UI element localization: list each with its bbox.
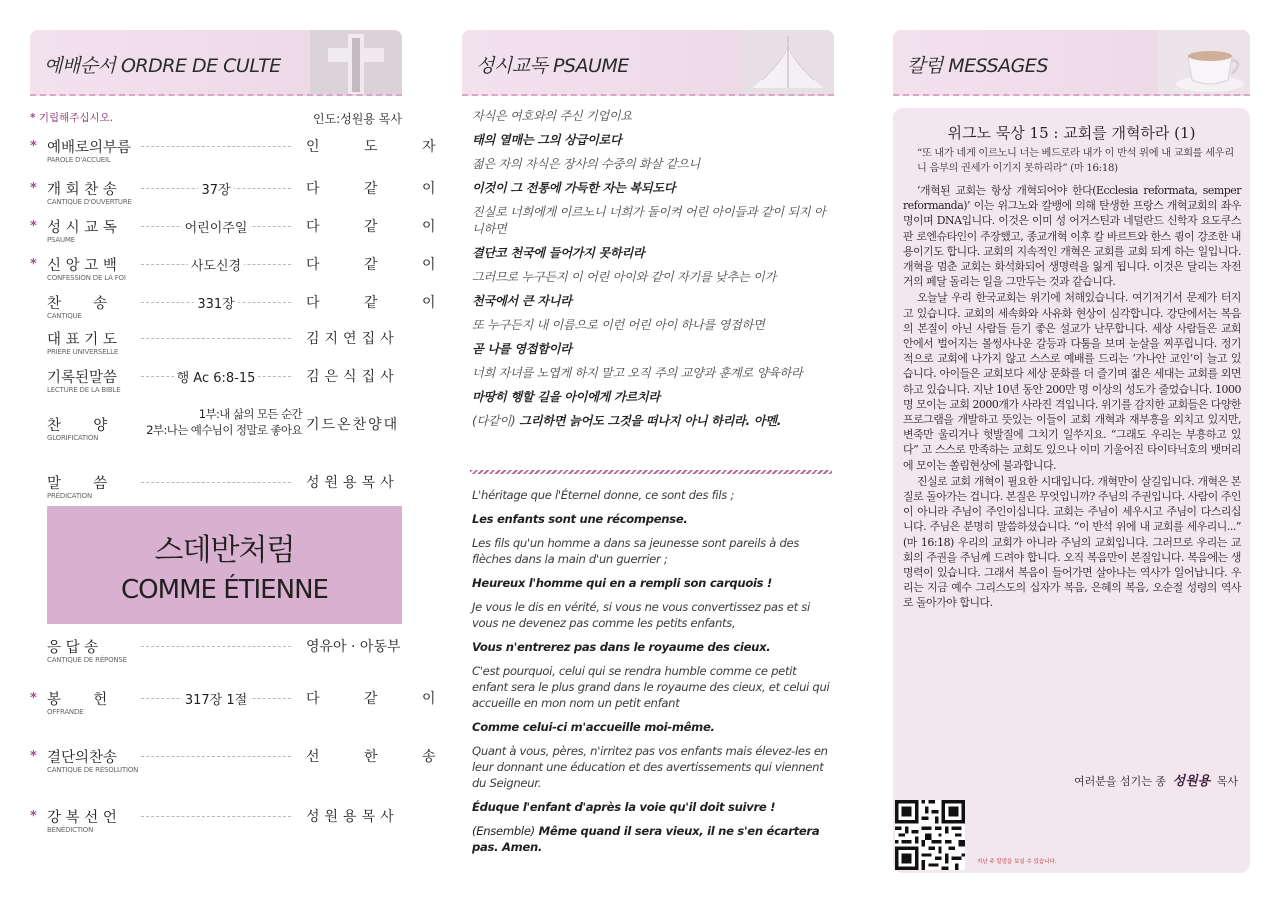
item-korean: 예배로의부름	[47, 140, 132, 156]
asterisk-icon: *	[30, 809, 37, 824]
signature-title: 목사	[1216, 775, 1238, 788]
psalm-french	[472, 487, 834, 863]
article-scripture-quote: “또 내가 네게 이르노니 너는 베드로라 내가 이 반석 위에 내 교회를 세우리니 음부의 권세가 이기지 못하리라” (마 16:18)	[917, 148, 1234, 174]
item-french: BÉNÉDICTION	[47, 826, 94, 834]
psaume-line-leader: L'héritage que l'Éternel donne, ce sont des fils ;	[472, 488, 734, 502]
psalm-line-leader: 진실로 너희에게 이르노니 너희가 돌이켜 어린 아이들과 같이 되지 아니하면	[472, 205, 826, 236]
item-french: CANTIQUE	[47, 312, 82, 320]
item-detail: 행 Ac 6:8-15	[174, 371, 259, 386]
item-french: PRÉDICATION	[47, 492, 92, 500]
item-detail: 317장 1절	[182, 693, 250, 708]
item-french: CONFESSION DE LA FOI	[47, 274, 126, 282]
psalm-line-leader: 또 누구든지 내 이름으로 이런 어린 아이 하나를 영접하면	[472, 318, 765, 332]
coffee-cup-photo-icon	[1158, 30, 1250, 96]
dotted-leader	[141, 756, 291, 757]
item-person: 성원용목사	[306, 475, 399, 491]
item-korean: 찬 송	[47, 296, 108, 312]
qr-code-icon[interactable]	[895, 800, 965, 870]
asterisk-icon: *	[30, 691, 37, 706]
item-korean: 강 복 선 언	[47, 810, 117, 826]
psaume-line-leader: Je vous le dis en vérité, si vous ne vous convertissez pas et si vous ne devenez pas comme les petits enfants,	[472, 600, 810, 630]
psaume-line-together	[472, 823, 834, 855]
item-person: 영유아 · 아동부	[306, 639, 401, 655]
item-korean: 말 씀	[47, 476, 108, 492]
sermon-title-korean: 스데반처럼	[154, 533, 295, 568]
item-french: CANTIQUE DE RÉPONSE	[47, 656, 127, 664]
item-french: PSAUME	[47, 236, 75, 244]
item-french: PAROLE D'ACCUEIL	[47, 156, 111, 164]
cross-photo-icon	[310, 30, 402, 96]
psalm-korean	[472, 108, 834, 437]
psalm-line-response: 천국에서 큰 자니라	[472, 294, 572, 308]
standing-prompt: 기립해주십시오.	[38, 112, 114, 124]
dotted-leader	[141, 482, 291, 483]
article-paragraph: 진실로 교회 개혁이 필요한 시대입니다. 개혁만이 살길입니다. 개혁은 본질로 돌아가는 겁니다. 본질은 무엇입니까? 주님의 주권입니다. 사람이 주인이 아니라 주님이 주인이십니다. 교회는 주님이 세우시고 주님이 다스리십니다. 주님은 분명히 말씀하셨습니다. “이 반석 위에 내 교회를 세우리니...” (마 16:18) 우리의 교회가 아니라 주님의 교회입니다. 그러므로 우리는 교회의 주권을 주님께 드려야 합니다. 오직 복음만이 본질입니다. 복음에는 생명력이 있습니다. 그래서 복음이 들어가면 살아나는 역사가 일어납니다. 우리는 지금 예수 그리스도의 십자가 복음, 은혜의 복음, 오순절 성령의 역사로 돌아가야 합니다.	[903, 474, 1241, 610]
signature-name: 성원용	[1172, 774, 1211, 789]
item-korean: 봉 헌	[47, 692, 108, 708]
psalm-line-response: 태의 열매는 그의 상급이로다	[472, 133, 622, 147]
messages-header-title: 칼럼 MESSAGES	[907, 55, 1048, 77]
psaume-line-leader: Quant à vous, pères, n'irritez pas vos enfants mais élevez-les en leur donnant une éducation et des avertissements qui viennent du Seigneur.	[472, 744, 828, 790]
psaume-line-response: Heureux l'homme qui en a rempli son carquois !	[472, 576, 772, 590]
psalm-column	[462, 30, 834, 854]
asterisk-icon: *	[30, 112, 36, 124]
item-french: CANTIQUE DE RÉSOLUTION	[47, 766, 139, 774]
item-person: 김은식집사	[306, 369, 399, 385]
section-divider	[470, 470, 832, 474]
order-of-worship-column	[30, 30, 456, 834]
together-text: 그리하면 늙어도 그것을 떠나지 아니 하리라. 아멘.	[519, 414, 782, 428]
column-article	[893, 108, 1250, 873]
item-french: OFFRANDE	[47, 708, 84, 716]
item-french: CANTIQUE D'OUVERTURE	[47, 198, 132, 206]
article-signature	[1074, 770, 1238, 789]
item-detail: 37장	[198, 183, 233, 198]
dotted-leader	[141, 646, 291, 647]
standing-prompt-row	[30, 110, 402, 128]
item-detail: 사도신경	[188, 259, 244, 274]
asterisk-icon: *	[30, 749, 37, 764]
dotted-leader	[141, 816, 291, 817]
item-detail: 331장	[194, 297, 237, 312]
item-korean: 신 앙 고 백	[47, 258, 117, 274]
article-paragraph: 오늘날 우리 한국교회는 위기에 처해있습니다. 여기저기서 문제가 터지고 있습니다. 교회의 세속화와 사유화 현상이 심각합니다. 강단에서는 복음의 본질이 아닌 사람들 듣기 좋은 설교가 난무합니다. 세상 사람들은 교회 안에서 벌어지는 볼썽사나운 갈등과 다툼을 보며 눈살을 찌푸립니다. 정기적으로 교회에 나가지 않고 스스로 예배를 드리는 ‘가나안 교인’이 늘고 있습니다. 아이들은 교회보다 세상 문화를 더 즐기며 젊은 세대는 교회를 외면하고 있습니다. 지난 10년 동안 200만 명 이상의 성도가 줄었습니다. 1000명 모이는 교회 2000개가 사라진 격입니다. 위기를 감지한 교회들은 다양한 프로그램을 개발하고 뜻있는 이들이 교회 개혁과 재부흥을 외치고 있지만, 변죽만 울리거나 헛발질에 그치기 일쑤지요. “그래도 우리는 부흥하고 있다” 고 스스로 만족하는 교회도 있으나 이미 기울어진 타이타닉호의 뱃머리에 모이는 쏠림현상에 불과합니다.	[903, 291, 1242, 472]
asterisk-icon: *	[30, 181, 37, 196]
item-person: 선 한 송	[306, 749, 456, 765]
ensemble-label: (Ensemble)	[472, 824, 535, 838]
item-french: PRIÈRE UNIVERSELLE	[47, 348, 119, 356]
psalm-line-leader: 그러므로 누구든지 이 어린 아이와 같이 자기를 낮추는 이가	[472, 270, 776, 284]
psaume-line-response: Éduque l'enfant d'après la voie qu'il doit suivre !	[472, 800, 776, 814]
psalm-line-response: 곧 나를 영접함이라	[472, 342, 572, 356]
asterisk-icon: *	[30, 257, 37, 272]
dotted-leader	[141, 146, 291, 147]
psaume-line-response: Comme celui-ci m'accueille moi-même.	[472, 720, 715, 734]
psalm-line-response: 마땅히 행할 길을 아이에게 가르치라	[472, 390, 660, 404]
item-person: 다 같 이	[306, 295, 456, 311]
ensemble-text: Même quand il sera vieux, il ne s'en écartera pas. Amen.	[472, 824, 820, 854]
psaume-line-leader: C'est pourquoi, celui qui se rendra humble comme ce petit enfant sera le plus grand dans le royaume des cieux, et celui qui accueille en mon nom un petit enfant	[472, 664, 830, 710]
item-detail-part1: 1부:내 삶의 모든 순간	[198, 407, 302, 421]
asterisk-icon: *	[30, 139, 37, 154]
asterisk-icon: *	[30, 219, 37, 234]
item-korean: 성 시 교 독	[47, 220, 117, 236]
order-header	[30, 30, 402, 96]
psalm-line-response: 결단코 천국에 들어가지 못하리라	[472, 246, 645, 260]
item-korean: 개 회 찬 송	[47, 182, 117, 198]
item-person: 다 같 이	[306, 219, 456, 235]
item-korean: 대 표 기 도	[47, 332, 117, 348]
item-person: 김지연집사	[306, 331, 399, 347]
psalm-line-leader: 젊은 자의 자식은 장사의 수중의 화살 같으니	[472, 157, 700, 171]
article-title: 위그노 묵상 15 : 교회를 개혁하라 (1)	[947, 124, 1196, 142]
item-korean: 응 답 송	[47, 640, 99, 656]
psalm-line-leader: 자식은 여호와의 주신 기업이요	[472, 109, 632, 123]
sermon-title-french: COMME ÉTIENNE	[121, 575, 328, 605]
item-person: 다 같 이	[306, 691, 456, 707]
item-person: 다 같 이	[306, 257, 456, 273]
psalm-line-response: 이것이 그 전통에 가득한 자는 복되도다	[472, 181, 676, 195]
item-person: 성원용목사	[306, 809, 399, 825]
item-detail-part2: 2부:나는 예수님이 정말로 좋아요	[146, 423, 302, 437]
qr-caption: 지난 주 칼럼을 보실 수 있습니다.	[977, 859, 1057, 865]
item-detail: 어린이주일	[182, 221, 251, 236]
item-korean: 찬 양	[47, 418, 108, 434]
sermon-title-box	[47, 506, 402, 624]
psalm-line-together	[472, 413, 834, 430]
item-french: LECTURE DE LA BIBLE	[47, 386, 121, 394]
psaume-line-response: Vous n'entrerez pas dans le royaume des cieux.	[472, 640, 771, 654]
item-korean: 기록된말씀	[47, 370, 118, 386]
dotted-leader	[141, 338, 291, 339]
psaume-line-leader: Les fils qu'un homme a dans sa jeunesse sont pareils à des flèches dans la main d'un guerrier ;	[472, 536, 800, 566]
item-french: GLORIFICATION	[47, 434, 99, 442]
open-book-photo-icon	[742, 30, 834, 96]
worship-leader: 인도:성원용 목사	[312, 112, 402, 126]
order-header-title: 예배순서 ORDRE DE CULTE	[44, 55, 281, 77]
psalm-header-title: 성시교독 PSAUME	[476, 55, 629, 77]
article-paragraph: ‘개혁된 교회는 항상 개혁되어야 한다(Ecclesia reformata, semper reformanda)’ 이는 위그노와 칼뱅에 의해 탄생한 프랑스 개혁교회의 좌우명이며 DNA입니다. 이것은 이미 성 어거스틴과 네덜란드 신학자 요도쿠스 판 로엔슈타인이 주장했고, 종교개혁 이후 칼 바르트와 한스 큉이 강조한 내용이기도 합니다. 교회의 지속적인 개혁은 교회를 교회 되게 하는 일입니다. 개혁을 멈춘 교회는 화석화되어 생명력을 잃게 됩니다. 이것은 달리는 자전거의 페달 돌리는 일을 그만두는 것과 같습니다.	[903, 184, 1241, 289]
article-body	[903, 183, 1241, 612]
item-korean: 결단의찬송	[47, 750, 118, 766]
item-person: 다 같 이	[306, 181, 456, 197]
messages-header	[893, 30, 1250, 96]
psalm-header	[462, 30, 834, 96]
messages-column	[893, 30, 1250, 865]
psaume-line-response: Les enfants sont une récompense.	[472, 512, 688, 526]
together-label: (다같이)	[472, 414, 516, 428]
item-person: 기드온찬양대	[306, 417, 400, 433]
item-person: 인 도 자	[306, 139, 456, 155]
psalm-line-leader: 너희 자녀를 노엽게 하지 말고 오직 주의 교양과 훈계로 양육하라	[472, 366, 803, 380]
signature-prefix: 여러분을 섬기는 종	[1074, 775, 1167, 788]
